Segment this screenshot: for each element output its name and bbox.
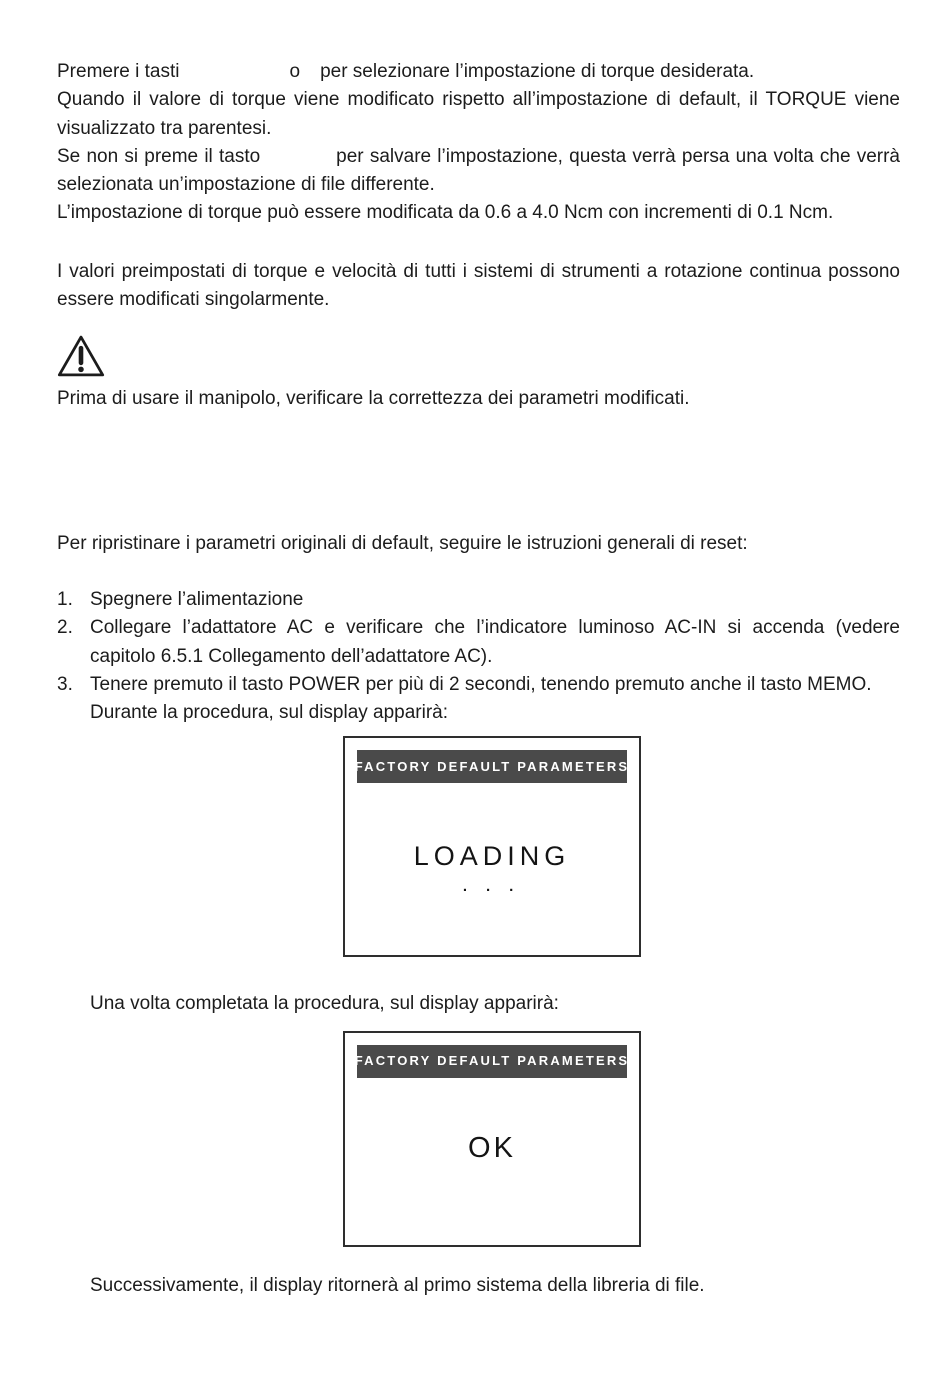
list-item — [57, 671, 900, 699]
loading-status-text: LOADING — [413, 841, 571, 872]
text-run: Se non si preme il tasto — [57, 145, 261, 167]
list-item-note-row — [57, 699, 900, 727]
text-run: o — [289, 61, 301, 82]
list-item-text: Tenere premuto il tasto POWER per più di 2 secondi, tenendo premuto anche il tasto MEMO. — [90, 673, 872, 695]
list-item-text: Collegare l’adattatore AC e verificare che l’indicatore luminoso AC-IN si accenda (vedere capitolo 6.5.1 Collegamento dell’adattatore AC). — [90, 617, 900, 667]
display-header: FACTORY DEFAULT PARAMETERS — [357, 750, 627, 783]
loading-dots: · · · — [462, 882, 522, 900]
reset-instructions-intro: Per ripristinare i parametri originali di default, seguire le istruzioni generali di reset: — [57, 532, 748, 554]
paragraph-torque-range: L’impostazione di torque può essere modificata da 0.6 a 4.0 Ncm con incrementi di 0.1 Ncm. — [57, 202, 834, 224]
list-item-number: 3. — [57, 673, 73, 695]
blank-gap — [300, 76, 320, 77]
display-screen-ok — [343, 1031, 641, 1247]
text-run: per selezionare l’impostazione di torque desiderata. — [320, 61, 755, 82]
paragraph-torque-brackets: Quando il valore di torque viene modificato rispetto all’impostazione di default, il TORQUE viene visualizzato tra parentesi. — [57, 89, 900, 139]
list-item-number: 2. — [57, 617, 73, 639]
reset-steps-list — [57, 586, 900, 727]
list-item-text: Spegnere l’alimentazione — [90, 588, 304, 610]
text-run: Premere i tasti — [57, 61, 180, 82]
paragraph-press-keys — [57, 58, 900, 86]
warning-triangle-icon — [57, 334, 105, 378]
procedure-note: Durante la procedura, sul display apparirà: — [90, 702, 449, 724]
warning-text: Prima di usare il manipolo, verificare la correttezza dei parametri modificati. — [57, 388, 690, 410]
list-item-number — [57, 699, 90, 727]
page-content — [57, 58, 900, 1300]
ok-status-text: OK — [468, 1131, 516, 1164]
list-item — [57, 614, 900, 671]
closing-text: Successivamente, il display ritornerà al primo sistema della libreria di file. — [90, 1274, 705, 1296]
display-header: FACTORY DEFAULT PARAMETERS — [357, 1045, 627, 1078]
procedure-complete-text: Una volta completata la procedura, sul display apparirà: — [90, 993, 559, 1015]
blank-gap — [179, 76, 289, 77]
paragraph-preset-values: I valori preimpostati di torque e velocità di tutti i sistemi di strumenti a rotazione continua possono essere modificati singolarmente. — [57, 260, 900, 311]
list-item-number: 1. — [57, 588, 73, 610]
paragraph-save-setting — [57, 143, 900, 200]
text-run: per salvare l’impostazione, questa verrà persa una volta che verrà selezionata un’impostazione di file differente. — [57, 145, 900, 196]
display-screen-loading — [343, 736, 641, 957]
blank-gap — [260, 161, 336, 162]
warning-icon-row — [57, 334, 900, 378]
list-item — [57, 586, 900, 614]
